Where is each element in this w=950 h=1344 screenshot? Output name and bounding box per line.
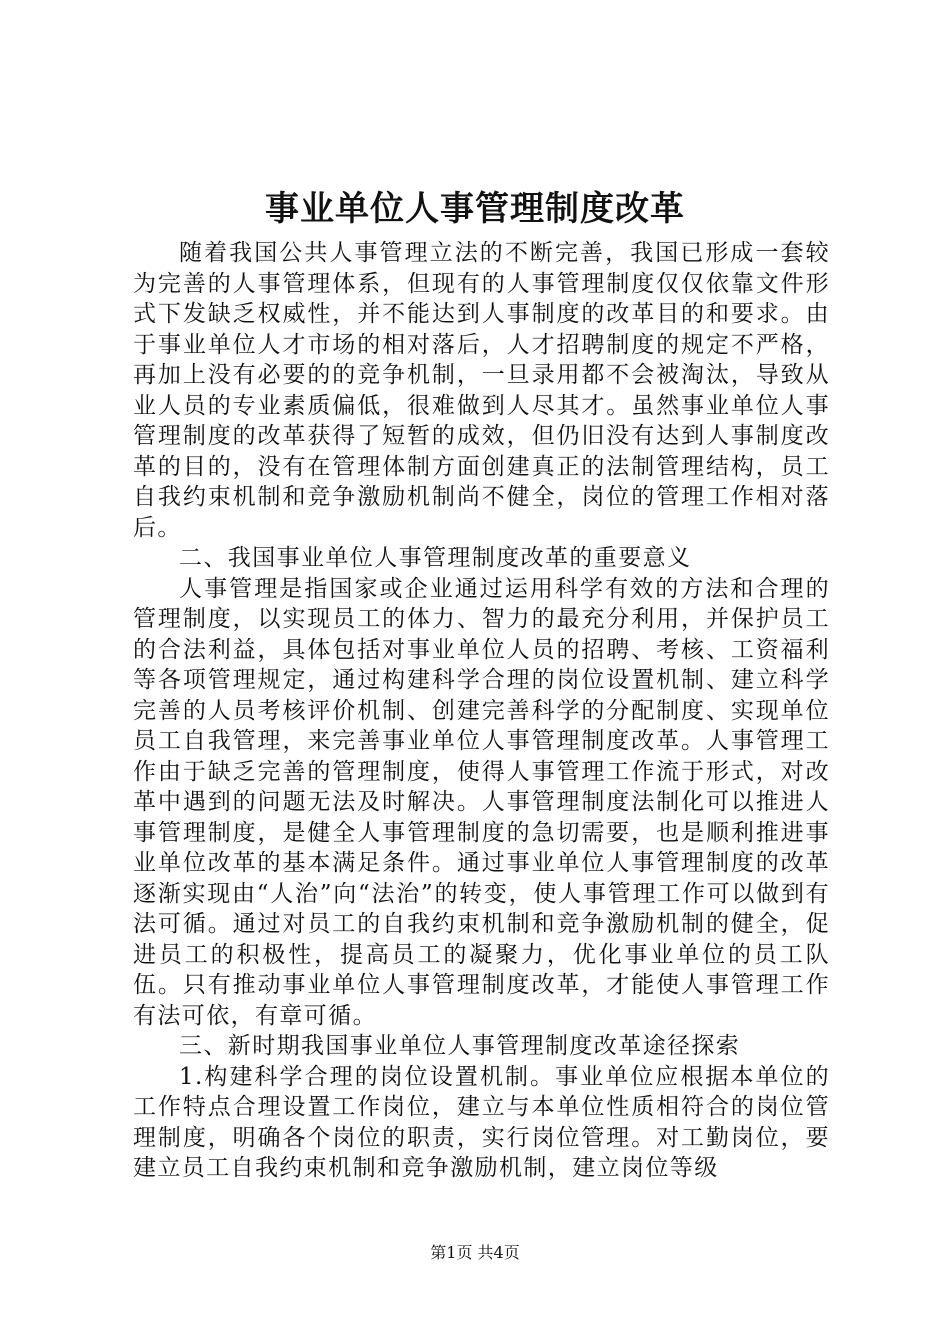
- section-heading-3: 三、新时期我国事业单位人事管理制度改革途径探索: [179, 1033, 741, 1059]
- paragraph-approach-1: 1.构建科学合理的岗位设置机制。事业单位应根据本单位的工作特点合理设置工作岗位，建立与本单位性质相符合的岗位管理制度，明确各个岗位的职责，实行岗位管理。对工勤岗位，要建立员工自我约束机制和竞争激励机制，建立岗位等级: [133, 1063, 830, 1181]
- section-heading-2: 二、我国事业单位人事管理制度改革的重要意义: [179, 545, 692, 571]
- page-number-footer: 第1页 共4页: [430, 1243, 520, 1262]
- paragraph-significance: 人事管理是指国家或企业通过运用科学有效的方法和合理的管理制度，以实现员工的体力、智力的最充分利用，并保护员工的合法利益，具体包括对事业单位人员的招聘、考核、工资福利等各项管理规定，通过构建科学合理的岗位设置机制、建立科学完善的人员考核评价机制、创建完善科学的分配制度、实现单位员工自我管理，来完善事业单位人事管理制度改革。人事管理工作由于缺乏完善的管理制度，使得人事管理工作流于形式，对改革中遇到的问题无法及时解决。人事管理制度法制化可以推进人事管理制度，是健全人事管理制度的急切需要，也是顺利推进事业单位改革的基本满足条件。通过事业单位人事管理制度的改革逐渐实现由“人治”向“法治”的转变，使人事管理工作可以做到有法可循。通过对员工的自我约束机制和竞争激励机制的健全，促进员工的积极性，提高员工的凝聚力，优化事业单位的员工队伍。只有推动事业单位人事管理制度改革，才能使人事管理工作有法可依，有章可循。: [133, 575, 830, 1029]
- document-title: 事业单位人事管理制度改革: [265, 189, 685, 229]
- paragraph-intro: 随着我国公共人事管理立法的不断完善，我国已形成一套较为完善的人事管理体系，但现有的人事管理制度仅仅依靠文件形式下发缺乏权威性，并不能达到人事制度的改革目的和要求。由于事业单位人才市场的相对落后，人才招聘制度的规定不严格，再加上没有必要的的竞争机制，一旦录用都不会被淘汰，导致从业人员的专业素质偏低，很难做到人尽其才。虽然事业单位人事管理制度的改革获得了短暂的成效，但仍旧没有达到人事制度改革的目的，没有在管理体制方面创建真正的法制管理结构，员工自我约束机制和竞争激励机制尚不健全，岗位的管理工作相对落后。: [133, 240, 830, 541]
- document-body: [133, 238, 830, 1184]
